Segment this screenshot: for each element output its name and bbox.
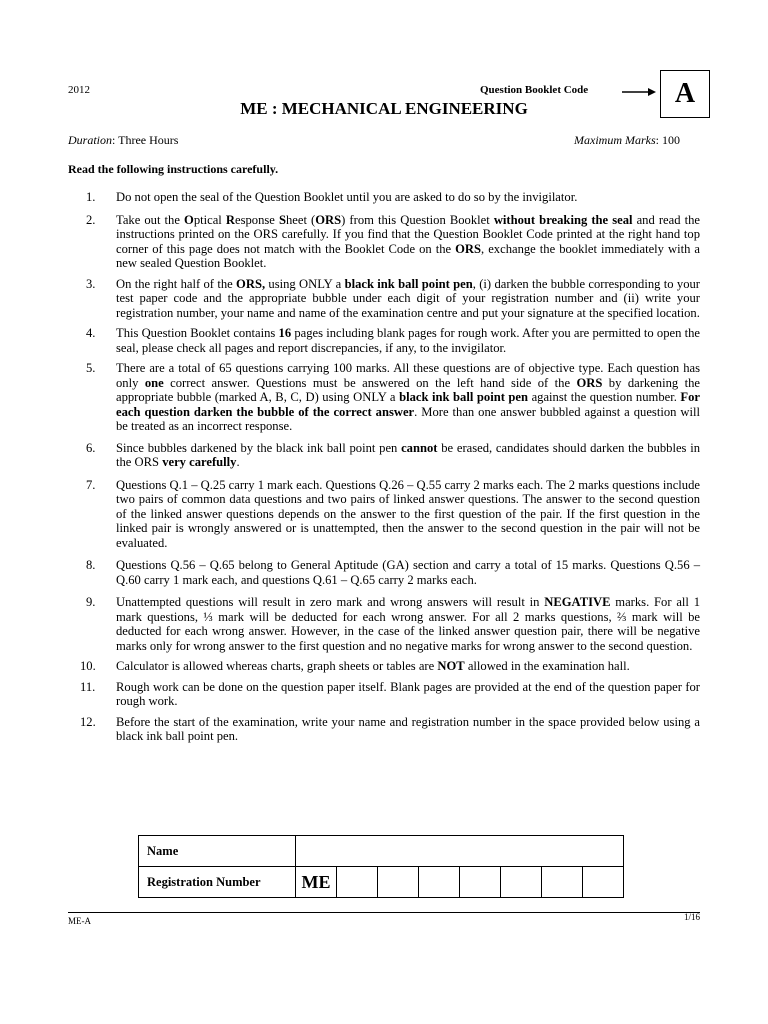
maximum-marks <box>574 133 680 148</box>
duration-label: Duration <box>68 133 113 147</box>
name-field[interactable] <box>296 836 624 867</box>
instruction-text: , (i) darken the bubble corresponding to your test paper code and the appropriate bubble under each digit of your registration number and (ii) write your registration number, your name and name of the examination centre and put your signature at the specified location. <box>116 276 700 320</box>
instruction-emphasis: cannot <box>401 440 438 455</box>
instruction-text: and read the instructions printed on the ORS carefully. If you find that the Question Booklet Code printed at the right hand top corner of this page does not match with the Booklet Code on the <box>116 212 700 256</box>
instruction-text: correct answer. Questions must be answered on the left hand side of the <box>163 375 577 390</box>
duration <box>68 133 178 148</box>
instruction-emphasis: without breaking the seal <box>493 212 633 227</box>
instruction-emphasis: S <box>278 212 286 227</box>
name-label: Name <box>139 836 296 867</box>
instruction-item <box>68 558 700 587</box>
paper-title: ME : MECHANICAL ENGINEERING <box>240 99 528 118</box>
instruction-item <box>68 277 700 321</box>
instruction-emphasis: NOT <box>437 659 465 673</box>
instruction-text: Questions Q.1 – Q.25 carry 1 mark each. Questions Q.26 – Q.55 carry 2 marks each. The 2 marks questions include two pairs of common data questions and two pairs of linked answer questions. The answer to the second question of the linked answer questions depends on the answer to the first question of the pair. If the first question in the linked pair is wrongly answered or is unattempted, then the answer to the second question in the pair will not be evaluated. <box>116 477 700 550</box>
registration-digit-box[interactable] <box>501 867 542 898</box>
instruction-text: marks. For all 1 mark questions, ⅓ mark will be deducted for each wrong answer. For all 2 marks questions, ⅔ mark will be deducted for each wrong answer. However, in the case of the linked answer question pair, there will be negative marks only for wrong answer to the first question and no negative marks for wrong answer to the second question. <box>116 595 701 653</box>
instruction-item <box>68 326 700 355</box>
instruction-text: against the question number. <box>528 390 681 404</box>
instruction-text: Unattempted questions will result in zero mark and wrong answers will result in <box>116 595 545 609</box>
registration-digit-box[interactable] <box>419 867 460 898</box>
candidate-details-table <box>138 835 624 898</box>
instruction-number: 8. <box>86 558 96 572</box>
registration-number-label: Registration Number <box>139 867 296 898</box>
registration-digit-box[interactable] <box>378 867 419 898</box>
instruction-text: Rough work can be done on the question paper itself. Blank pages are provided at the end of the question paper for rough work. <box>116 679 700 708</box>
instruction-number: 5. <box>86 361 96 375</box>
registration-digit-box[interactable] <box>542 867 583 898</box>
instruction-item <box>68 595 700 653</box>
instruction-text: be erased, candidates should darken the bubbles in the ORS <box>116 440 700 469</box>
instruction-emphasis: O <box>184 212 194 227</box>
instruction-text: allowed in the examination hall. <box>464 659 630 673</box>
instruction-item <box>68 190 700 205</box>
instruction-item <box>68 441 700 470</box>
instruction-text: , exchange the booklet immediately with a new sealed Question Booklet. <box>116 241 700 270</box>
instruction-number: 11. <box>80 679 96 694</box>
instruction-emphasis: R <box>225 212 235 227</box>
instruction-emphasis: ORS <box>315 212 342 227</box>
instruction-number: 2. <box>86 212 96 227</box>
instruction-text: ptical <box>193 212 226 227</box>
registration-prefix: ME <box>296 867 337 898</box>
question-booklet-code-label: Question Booklet Code <box>480 84 589 96</box>
instruction-text: by darkening the appropriate bubble (marked A, B, C, D) using ONLY a <box>116 375 700 404</box>
instructions-list <box>68 190 700 750</box>
instruction-text: Do not open the seal of the Question Booklet until you are asked to do so by the invigilator. <box>116 190 578 204</box>
year: 2012 <box>68 84 90 96</box>
instruction-emphasis: ORS <box>576 375 603 390</box>
instruction-text: . <box>236 455 240 469</box>
instruction-emphasis: very carefully <box>162 455 237 469</box>
registration-digit-box[interactable] <box>337 867 378 898</box>
instruction-item <box>68 715 700 744</box>
instruction-emphasis: ORS, <box>236 276 266 291</box>
instruction-number: 9. <box>86 595 96 609</box>
instruction-emphasis: NEGATIVE <box>544 595 611 609</box>
instruction-number: 12. <box>80 714 96 729</box>
instruction-emphasis: ORS <box>455 241 482 256</box>
instruction-emphasis: 16 <box>278 326 292 340</box>
instruction-item <box>68 478 700 551</box>
instruction-emphasis: one <box>144 375 164 390</box>
instruction-text: Before the start of the examination, write your name and registration number in the space provided below using a black ink ball point pen. <box>116 714 700 743</box>
instruction-text: esponse <box>235 212 279 227</box>
instruction-item <box>68 680 700 709</box>
instruction-item <box>68 659 700 674</box>
footer-divider <box>68 912 700 913</box>
instruction-emphasis: black ink ball point pen <box>399 390 529 404</box>
instruction-text: heet ( <box>285 212 316 227</box>
maximum-marks-value: : 100 <box>655 133 680 147</box>
duration-value: : Three Hours <box>112 133 179 147</box>
registration-row <box>139 867 624 898</box>
instruction-text: Since bubbles darkened by the black ink ball point pen <box>116 440 402 455</box>
instruction-text: ) from this Question Booklet <box>341 212 494 227</box>
instruction-number: 4. <box>86 326 96 340</box>
instruction-number: 1. <box>86 190 96 204</box>
instruction-number: 6. <box>86 440 96 455</box>
booklet-code-box: A <box>660 70 710 118</box>
instruction-text: pages including blank pages for rough work. After you are permitted to open the seal, please check all pages and report discrepancies, if any, to the invigilator. <box>116 326 701 355</box>
instruction-text: Questions Q.56 – Q.65 belong to General Aptitude (GA) section and carry a total of 15 marks. Questions Q.56 – Q.60 carry 1 mark each, and questions Q.61 – Q.65 carry 2 marks each. <box>116 558 700 587</box>
instruction-text: There are a total of 65 questions carrying 100 marks. All these questions are of objective type. Each question has only <box>116 361 700 390</box>
instruction-item <box>68 213 700 271</box>
instruction-text: . More than one answer bubbled against a question will be treated as an incorrect response. <box>116 404 700 433</box>
maximum-marks-label: Maximum Marks <box>574 133 656 147</box>
name-row <box>139 836 624 867</box>
instructions-heading: Read the following instructions carefully. <box>68 162 279 176</box>
instruction-emphasis: For each question darken the bubble of the correct answer <box>116 390 700 419</box>
registration-digit-box[interactable] <box>460 867 501 898</box>
instruction-text: On the right half of the <box>116 276 237 291</box>
instruction-number: 3. <box>86 276 96 291</box>
footer-paper-code: ME-A <box>68 916 91 926</box>
instruction-emphasis: black ink ball point pen <box>344 276 473 291</box>
registration-digit-box[interactable] <box>583 867 624 898</box>
instruction-text: using ONLY a <box>265 276 345 291</box>
page-number: 1/16 <box>683 912 700 922</box>
instruction-item <box>68 361 700 434</box>
instruction-number: 10. <box>80 659 96 673</box>
instruction-text: Take out the <box>116 212 185 227</box>
instruction-number: 7. <box>86 477 96 492</box>
instruction-text: This Question Booklet contains <box>116 326 279 340</box>
instruction-text: Calculator is allowed whereas charts, graph sheets or tables are <box>116 659 438 673</box>
